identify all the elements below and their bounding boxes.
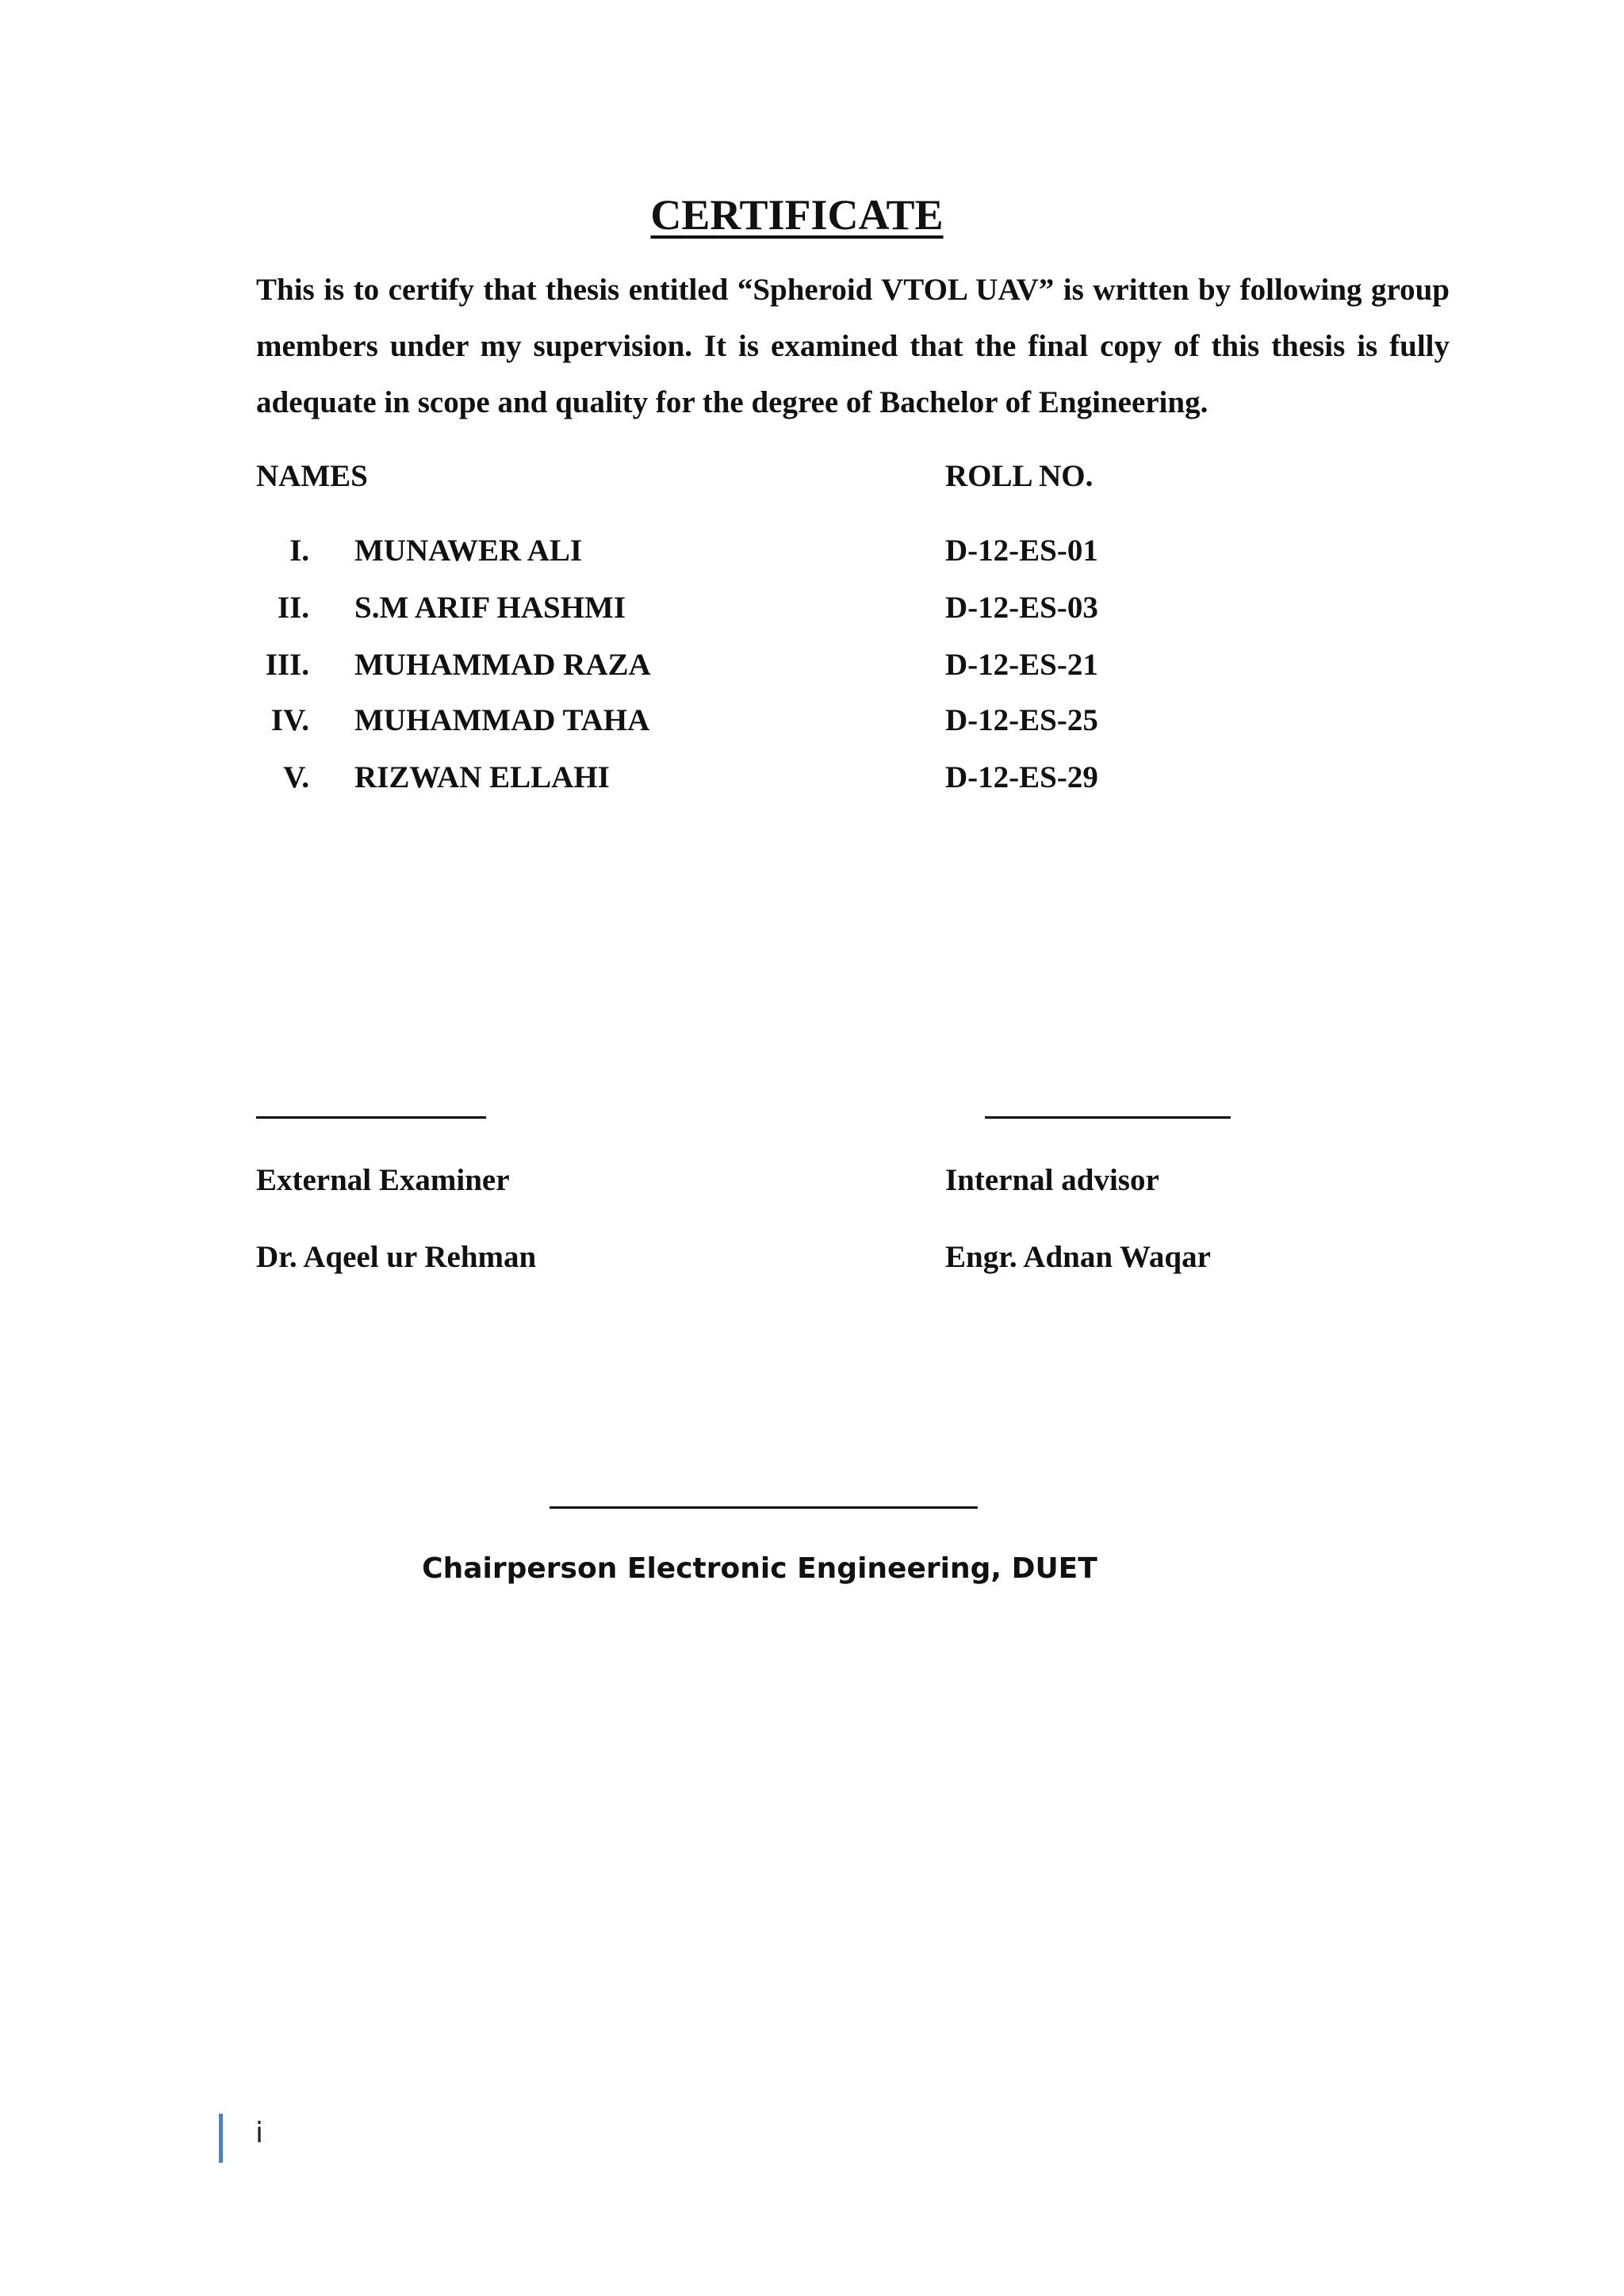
- member-number: V.: [283, 760, 309, 794]
- member-row: [0, 533, 1624, 580]
- member-row: [0, 760, 1624, 807]
- member-name: MUHAMMAD TAHA: [354, 703, 650, 737]
- internal-advisor-name: Engr. Adnan Waqar: [945, 1240, 1211, 1274]
- member-name: S.M ARIF HASHMI: [354, 591, 626, 625]
- member-name: MUHAMMAD RAZA: [354, 648, 651, 682]
- external-examiner-title: External Examiner: [256, 1163, 510, 1197]
- member-name: MUNAWER ALI: [354, 534, 583, 568]
- member-row: [0, 590, 1624, 637]
- internal-advisor-title: Internal advisor: [945, 1163, 1159, 1197]
- member-roll-number: D-12-ES-25: [945, 703, 1098, 737]
- roll-column-header: ROLL NO.: [945, 459, 1094, 493]
- footer-accent-bar: [219, 2114, 223, 2163]
- chairperson-title: Chairperson Electronic Engineering, DUET: [422, 1552, 1097, 1585]
- member-roll-number: D-12-ES-29: [945, 760, 1098, 794]
- member-number: IV.: [270, 703, 309, 737]
- member-row: [0, 702, 1624, 750]
- member-number: I.: [289, 534, 309, 568]
- external-examiner-name: Dr. Aqeel ur Rehman: [256, 1240, 537, 1274]
- external-examiner-signature-line: [256, 1116, 486, 1119]
- certificate-statement: This is to certify that thesis entitled “Spheroid VTOL UAV” is written by following group members under my supervision. It is examined that the final copy of this thesis is fully adequate in scope and quality for the degree of Bachelor of Engineering.: [256, 273, 1450, 419]
- member-roll-number: D-12-ES-03: [945, 591, 1098, 625]
- member-roll-number: D-12-ES-21: [945, 648, 1098, 682]
- certificate-title: CERTIFICATE: [650, 191, 944, 239]
- member-name: RIZWAN ELLAHI: [354, 760, 610, 794]
- chairperson-signature-line: [550, 1506, 978, 1509]
- member-roll-number: D-12-ES-01: [945, 534, 1098, 568]
- member-number: III.: [265, 648, 309, 682]
- page-number: i: [255, 2117, 264, 2149]
- internal-advisor-signature-line: [985, 1116, 1231, 1119]
- member-number: II.: [277, 591, 309, 625]
- names-column-header: NAMES: [256, 459, 368, 493]
- member-row: [0, 647, 1624, 695]
